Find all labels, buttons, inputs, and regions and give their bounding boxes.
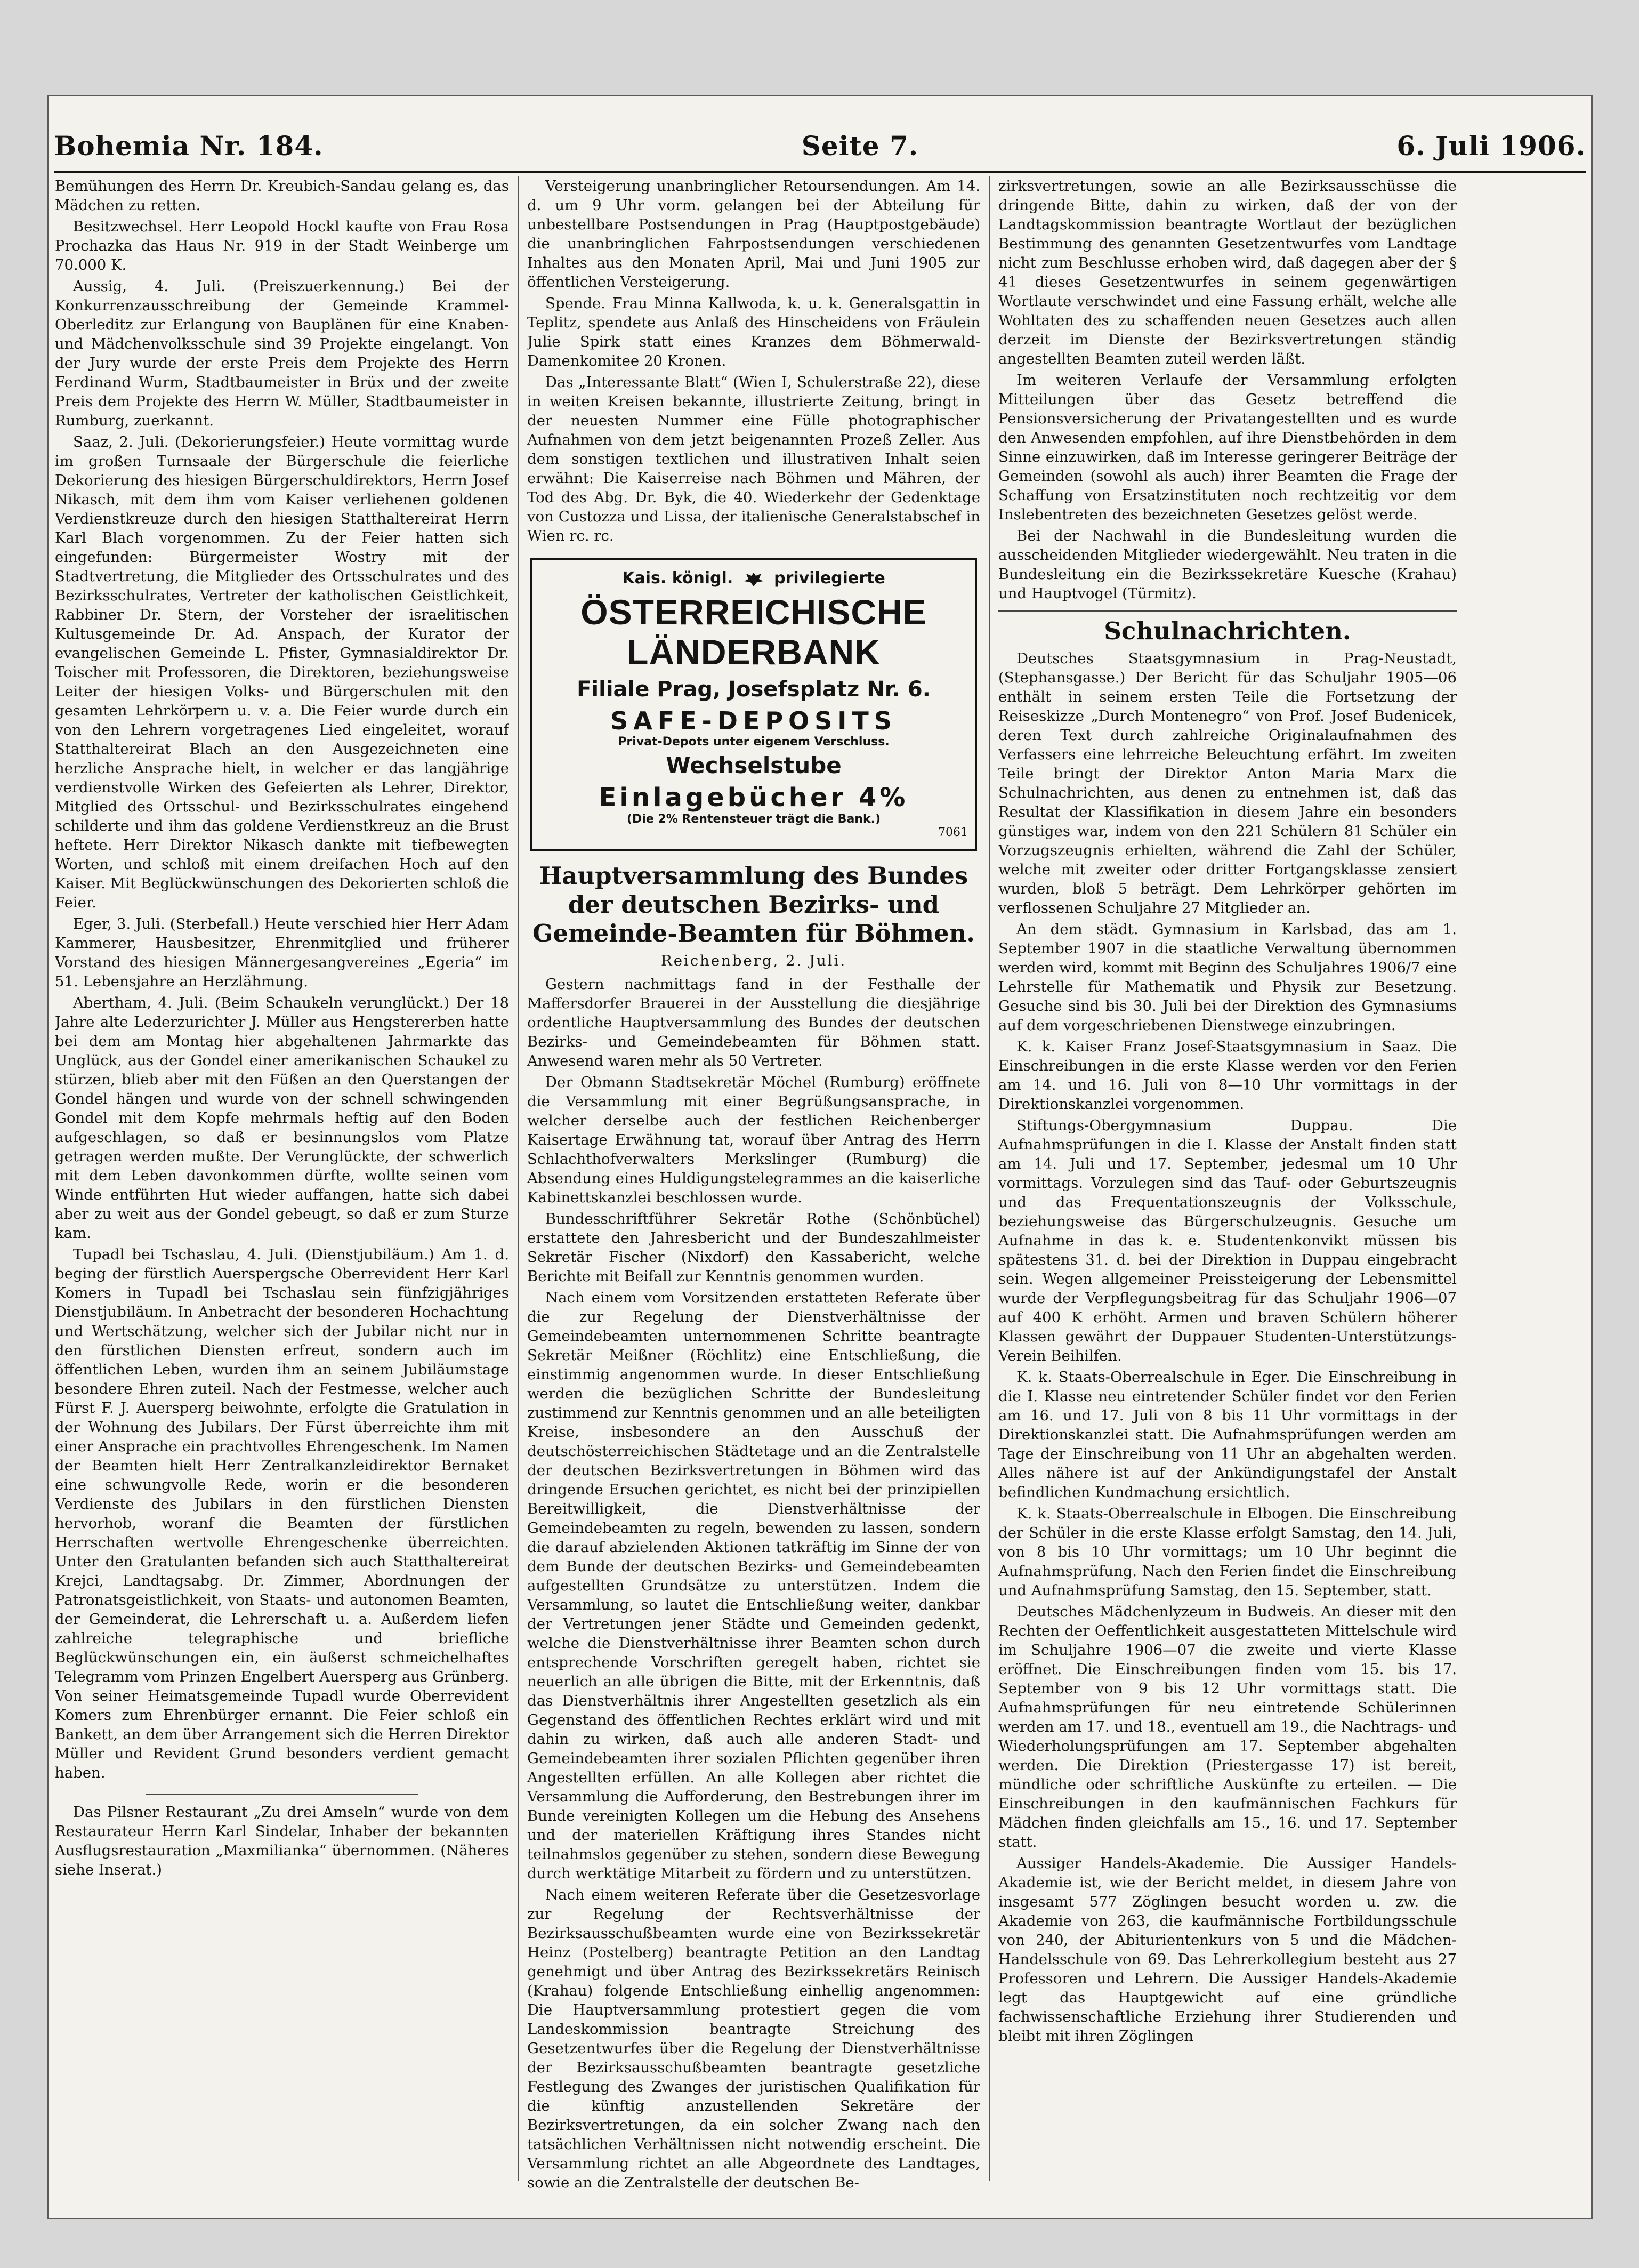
article: Spende. Frau Minna Kallwoda, k. u. k. Generalsgattin in Teplitz, spendete aus Anlaß des Hinscheidens von Fräulein Julie Spirk statt eines Kranzes dem Böhmerwald-Damenkomitee 20 Kronen. bbox=[527, 295, 980, 369]
article: Das „Interessante Blatt“ (Wien I, Schulerstraße 22), diese in weiten Kreisen bekannte, illustrierte Zeitung, bringt in der neuesten Nummer eine Fülle photographischer Aufnahmen von dem jetzt beigenannten Prozeß Zeller. Aus dem sonstigen textlichen und illustrativen Inhalt seien erwähnt: Die Kaiserreise nach Böhmen und Mähren, der Tod des Abg. Dr. Byk, die 40. Wiederkehr der Gedenktage von Custozza und Lissa, der italienische Generalstabschef in Wien rc. rc. bbox=[527, 374, 980, 544]
header-rule bbox=[54, 171, 1586, 173]
article-body: Gestern nachmittags fand in der Festhalle der Maffersdorfer Brauerei in der Ausstellung die diesjährige ordentliche Hauptversammlung des Bundes der deutschen Bezirks- und Gemeindebeamten für Böhmen statt. Anwesend waren mehr als 50 Vertreter. Der Obmann Stadtsekretär Möchel (Rumburg) eröffnete die Versammlung mit einer Begrüßungsansprache, in welcher derselbe auch der festlichen Reichenberger Kaisertage Erwähnung tat, worauf über Antrag des Herrn Schlachthofverwalters Merkslinger (Rumburg) die Absendung eines Huldigungstelegrammes an die kaiserliche Kabinettskanzlei beschlossen wurde. Bundesschriftführer Sekretär Rothe (Schönbüchel) erstattete den Jahresbericht und der Bundeszahlmeister Sekretär Fischer (Nixdorf) den Kassabericht, welche Berichte mit Beifall zur Kenntnis genommen wurden. Nach einem vom Vorsitzenden erstatteten Referate über die zur Regelung der Dienstverhältnisse der Gemeindebeamten unternommenen Schritte beantragte Sekretär Meißner (Röchlitz) eine Entschließung, die einstimmig angenommen wurde. In dieser Entschließung werden die bezüglichen Schritte der Bundesleitung zustimmend zur Kenntnis genommen und an alle beteiligten Kreise, insbesondere an den Ausschuß der deutschösterreichischen Städtetage und an die Zentralstelle der deutschen Bezirksvertretungen in Böhmen wird das dringende Ersuchen gerichtet, es nicht bei der prinzipiellen Bereitwilligkeit, die Dienstverhältnisse der Gemeindebeamten zu regeln, bewenden zu lassen, sondern die darauf abzielenden Aktionen tatkräftig im Sinne der von dem Bunde der deutschen Bezirks- und Gemeindebeamten aufgestellten Grundsätze zu unterstützen. Indem die Versammlung, so lautet die Entschließung weiter, dankbar der Vertretungen jener Städte und Gemeinden gedenkt, welche die Dienstverhältnisse ihrer Beamten schon durch entsprechende Vorschriften geregelt haben, richtet sie neuerlich an alle übrigen die Bitte, mit der Erkenntnis, daß das Dienstverhältnis ihrer Angestellten gesetzlich als ein Gegenstand des öffentlichen Rechtes erklärt wird und mit dahin zu wirken, daß auch alle anderen Stadt- und Gemeindebeamten ihrer sozialen Pflichten gegenüber ihren Angestellten erfüllen. An alle Kollegen aber richtet die Versammlung die Aufforderung, den Bestrebungen ihrer im Bunde vereinigten Kollegen um die Hebung des Ansehens und der materiellen Kräftigung ihres Standes nicht teilnahmslos gegenüber zu stehen, sondern diese Bewegung durch werktätige Mitarbeit zu fördern und zu unterstützen. Nach einem weiteren Referate über die Gesetzesvorlage zur Regelung der Rechtsverhältnisse der Bezirksausschußbeamten wurde eine von Bezirkssekretär Heinz (Postelberg) beantragte Petition an den Landtag genehmigt und über Antrag des Bezirkssekretärs Reinisch (Krahau) folgende Entschließung einhellig angenommen: Die Hauptversammlung protestiert gegen die vom Landeskommission beantragte Streichung des Gesetzentwurfes über die Regelung der Dienstverhältnisse der Bezirksausschußbeamten beantragte gesetzliche Festlegung des Zwanges der juristischen Qualifikation für die künftig anzustellenden Sekretäre der Bezirksvertretungen, da ein solcher Zwang nach den tatsächlichen Verhältnissen nicht notwendig erscheint. Die Versammlung richtet an alle Abgeordnete des Landtages, sowie an die Zentralstelle der deutschen Be- bbox=[527, 975, 980, 2191]
bank-advertisement bbox=[530, 558, 977, 851]
eagle-crest-icon bbox=[743, 570, 764, 588]
newspaper-page bbox=[47, 95, 1593, 2219]
column-rule bbox=[518, 176, 519, 2181]
savings-books: Einlagebücher 4% bbox=[599, 782, 909, 813]
article: Bemühungen des Herrn Dr. Kreubich-Sandau gelang es, das Mädchen zu retten. bbox=[55, 178, 509, 214]
article: Eger, 3. Juli. (Sterbefall.) Heute verschied hier Herr Adam Kammerer, Hausbesitzer, Ehrenmitglied und früherer Vorstand des hiesigen Männergesangvereines „Egeria“ im 51. Lebensjahre an Herzlähmung. bbox=[55, 915, 509, 990]
column-2 bbox=[527, 176, 980, 2202]
safe-deposits: SAFE-DEPOSITS bbox=[610, 706, 897, 736]
article-divider bbox=[146, 1794, 418, 1795]
article: Das Pilsner Restaurant „Zu drei Amseln“ wurde von dem Restaurateur Herrn Karl Sindelar, Inhaber der bekannten Ausflugsrestauration „Maxmilianka“ übernommen. (Näheres siehe Inserat.) bbox=[55, 1804, 509, 1878]
column-1 bbox=[55, 176, 509, 2202]
section-heading: Schulnachrichten. bbox=[1104, 617, 1351, 645]
bank-name: ÖSTERREICHISCHE LÄNDERBANK bbox=[580, 592, 927, 672]
masthead-issue: Bohemia Nr. 184. bbox=[54, 130, 324, 162]
issue-date: 6. Juli 1906. bbox=[1396, 130, 1586, 162]
article: Saaz, 2. Juli. (Dekorierungsfeier.) Heute vormittag wurde im großen Turnsaale der Bürgerschule die feierliche Dekorierung des hiesigen Bürgerschuldirektors, Herrn Josef Nikasch, mit dem ihm vom Kaiser verliehenen goldenen Verdienstkreuze durch den hiesigen Statthaltereirat Herrn Karl Blach vorgenommen. Zu der Feier hatten sich eingefunden: Bürgermeister Wostry mit der Stadtvertretung, die Mitglieder des Ortsschulrates und des Bezirksschulrates, Vertreter der katholischen Geistlichkeit, Rabbiner Dr. Stern, der Vorsteher der israelitischen Kultusgemeinde Dr. Ad. Anspach, der Kurator der evangelischen Gemeinde L. Pfister, Gymnasialdirektor Dr. Toischer mit Professoren, die Direktoren, beziehungsweise Leiter der hiesigen Volks- und Bürgerschulen mit den gesamten Lehrkörpern u. v. a. Die Feier wurde durch ein von den Lehrern vorgetragenes Lied eingeleitet, worauf Statthaltereirat Blach an den Ausgezeichneten eine herzliche Ansprache hielt, in welcher er das langjährige verdienstvolle Wirken des Gefeierten als Lehrer, Direktor, Mitglied des Ortsschul- und Bezirksschulrates eingehend schilderte und ihm das goldene Verdienstkreuz an die Brust heftete. Herr Direktor Nikasch dankte mit tiefbewegten Worten, und schloß mit einem dreifachen Hoch auf den Kaiser. Mit Beglückwünschungen des Dekorierten schloß die Feier. bbox=[55, 433, 509, 911]
private-depots: Privat-Depots unter eigenem Verschluss. bbox=[618, 735, 890, 749]
page-number: Seite 7. bbox=[801, 130, 919, 162]
ad-number: 7061 bbox=[938, 826, 968, 840]
article: Tupadl bei Tschaslau, 4. Juli. (Dienstjubiläum.) Am 1. d. beging der fürstlich Auerspergsche Oberrevident Herr Karl Komers in Tupadl bei Tschaslau sein fünfzigjähriges Dienstjubiläum. In Anbetracht der besonderen Hochachtung und Wertschätzung, welcher sich der Jubilar nicht nur in den fürstlichen Diensten erfreut, sondern auch im öffentlichen Leben, wurden ihm an seinem Jubiläumstage besondere Ehren zuteil. Nach der Festmesse, welcher auch Fürst F. J. Auersperg beiwohnte, erfolgte die Gratulation in der Wohnung des Jubilars. Der Fürst überreichte ihm mit einer Ansprache ein prachtvolles Ehrengeschenk. Im Namen der Beamten hielt Herr Zentralkanzleidirektor Bernaket eine schwungvolle Rede, worin er die besonderen Verdienste des Jubilars in den fürstlichen Diensten hervorhob, woranf die Beamten der fürstlichen Herrschaften wertvolle Ehrengeschenke überreichten. Unter den Gratulanten befanden sich auch Statthaltereirat Krejci, Landtagsabg. Dr. Zimmer, Abordnungen der Patronatsgeistlichkeit, von Staats- und autonomen Beamten, der Gemeinderat, die Lehrerschaft u. a. Außerdem liefen zahlreiche telegraphische und briefliche Beglückwünschungen ein, ein äußerst schmeichelhaftes Telegramm vom Prinzen Engelbert Auersperg aus Grünberg. Von seiner Heimatsgemeinde Tupadl wurde Oberrevident Komers zum Ehrenbürger ernannt. Die Feier schloß ein Bankett, an dem über Arrangement sich die Herren Direktor Müller und Revident Grund besonders verdient gemacht haben. bbox=[55, 1246, 509, 1781]
school-news: Deutsches Staatsgymnasium in Prag-Neustadt, (Stephansgasse.) Der Bericht für das Schuljahr 1905—06 enthält in seinem ersten Teile die Fortsetzung der Reiseskizze „Durch Montenegro“ von Prof. Josef Budenicek, deren Text durch zahlreiche Originalaufnahmen des Verfassers eine lehrreiche Beleuchtung erfährt. Im zweiten Teile bringt der Direktor Anton Maria Marx die Schulnachrichten, aus denen zu entnehmen ist, daß das Resultat der Klassifikation in diesem Jahre ein besonders günstiges war, indem von den 221 Schülern 81 Schüler ein Vorzugszeugnis erhielten, während die Zahl der Schüler, welche mit zweiter oder dritter Fortgangsklasse zensiert wurden, bloß 5 beträgt. Dem Lehrkörper gehörten im verflossenen Schuljahre 27 Mitglieder an. An dem städt. Gymnasium in Karlsbad, das am 1. September 1907 in die staatliche Verwaltung übernommen werden wird, kommt mit Beginn des Schuljahres 1906/7 eine Lehrstelle für Mathematik und Physik zur Besetzung. Gesuche sind bis 30. Juli bei der Direktion des Gymnasiums auf dem vorgeschriebenen Dienstwege einzubringen. K. k. Kaiser Franz Josef-Staatsgymnasium in Saaz. Die Einschreibungen in die erste Klasse werden vor den Ferien am 14. und 16. Juli von 8—10 Uhr vormittags in der Direktionskanzlei vorgenommen. Stiftungs-Obergymnasium Duppau. Die Aufnahmsprüfungen in die I. Klasse der Anstalt finden statt am 14. Juli und 17. September, jedesmal um 10 Uhr vormittags. Vorzulegen sind das Tauf- oder Geburtszeugnis und das Frequentationszeugnis der Volksschule, beziehungsweise das Bürgerschulzeugnis. Gesuche um Aufnahme in das k. e. Studentenkonvikt müssen bis spätestens 31. d. bei der Direktion in Duppau eingebracht sein. Wegen allgemeiner Preissteigerung der Lebensmittel wurde der Verpflegungsbeitrag für das Schuljahr 1906—07 auf 400 K erhöht. Armen und braven Schülern höherer Klassen gewährt der Duppauer Studenten-Unterstützungs-Verein Beihilfen. K. k. Staats-Oberrealschule in Eger. Die Einschreibung in die I. Klasse neu eintretender Schüler findet vor den Ferien am 16. und 17. Juli von 8 bis 11 Uhr vormittags in der Direktionskanzlei statt. Die Aufnahmsprüfungen werden am Tage der Einschreibung von 11 Uhr an abgehalten werden. Alles nähere ist auf der Ankündigungstafel der Anstalt befindlichen Kundmachung ersichtlich. K. k. Staats-Oberrealschule in Elbogen. Die Einschreibung der Schüler in die erste Klasse erfolgt Samstag, den 14. Juli, von 8 bis 10 Uhr vormittags; um 10 Uhr beginnt die Aufnahmsprüfung. Nach den Ferien findet die Einschreibung und Aufnahmsprüfung Samstag, den 15. September, statt. Deutsches Mädchenlyzeum in Budweis. An dieser mit den Rechten der Oeffentlichkeit ausgestatteten Mittelschule wird im Schuljahre 1906—07 die zweite und vierte Klasse eröffnet. Die Einschreibungen finden vom 15. bis 17. September von 9 bis 12 Uhr vormittags statt. Die Aufnahmsprüfungen für neu eintretende Schülerinnen werden am 17. und 18., eventuell am 19., die Nachtrags- und Wiederholungsprüfungen am 17. September abgehalten werden. Die Direktion (Priestergasse 17) ist bereit, mündliche oder schriftliche Auskünfte zu erteilen. — Die Einschreibungen in den kaufmännischen Fachkurs für Mädchen finden gleichfalls am 15., 16. und 17. September statt. Aussiger Handels-Akademie. Die Aussiger Handels-Akademie ist, wie der Bericht meldet, in diesem Jahre von insgesamt 577 Zöglingen besucht worden u. zw. die Akademie von 263, die kaufmännische Fortbildungsschule von 240, der Abiturientenkurs von 5 und die Mädchen-Handelsschule von 69. Das Lehrerkollegium besteht aus 27 Professoren und Lehrern. Die Aussiger Handels-Akademie legt das Hauptgewicht auf eine gründliche fachwissenschaftliche Erziehung ihrer Studierenden und bleibt mit ihren Zöglingen bbox=[998, 650, 1457, 2045]
bank-branch: Filiale Prag, Josefsplatz Nr. 6. bbox=[577, 677, 931, 702]
article: Aussig, 4. Juli. (Preiszuerkennung.) Bei der Konkurrenzausschreibung der Gemeinde Krammel-Oberleditz zur Erlangung von Bauplänen für eine Knaben- und Mädchenvolksschule sind 39 Projekte eingelangt. Von der Jury wurde der erste Preis dem Projekte des Herrn Ferdinand Wurm, Stadtbaumeister in Brüx und der zweite Preis dem Projekte des Herrn W. Müller, Stadtbaumeister in Rumburg, zuerkannt. bbox=[55, 278, 509, 429]
article-dateline: Reichenberg, 2. Juli. bbox=[660, 952, 847, 969]
column-rule bbox=[989, 176, 990, 2181]
article-continuation: zirksvertretungen, sowie an alle Bezirksausschüsse die dringende Bitte, dahin zu wirken, daß der von der Landtagskommission beantragte Wortlaut der bezüglichen Bestimmung des genannten Gesetzentwurfes vom Landtage nicht zum Beschlusse erhoben wird, daß dagegen aber der § 41 dieses Gesetzentwurfes in seinem gegenwärtigen Wortlaute verschwindet und eine Fassung erhält, welche alle Wohltaten des zu schaffenden neuen Gesetzes auch allen derzeit im Dienste der Bezirksvertretungen ständig angestellten Beamten zuteil werden läßt. Im weiteren Verlaufe der Versammlung erfolgten Mitteilungen über das Gesetz betreffend die Pensionsversicherung der Privatangestellten und es wurde den Anwesenden empfohlen, auf ihre Dienstbehörden in dem Sinne einzuwirken, daß im Interesse geringerer Beiträge der Gemeinden (sowohl als auch) ihrer Beamten die Frage der Schaffung von Ersatzinstituten noch rechtzeitig vor dem Inslebentreten des bezeichneten Gesetzes gelöst werde. Bei der Nachwahl in die Bundesleitung wurden die ausscheidenden Mitglieder wiedergewählt. Neu traten in die Bundesleitung ein die Bezirkssekretäre Kuesche (Krahau) und Hauptvogel (Türmitz). bbox=[998, 178, 1457, 602]
article: Abertham, 4. Juli. (Beim Schaukeln verunglückt.) Der 18 Jahre alte Lederzurichter J. Müller aus Hengstererben hatte bei dem am Montag hier abgehaltenen Jahrmarkte das Unglück, aus der Gondel einer amerikanischen Schaukel zu stürzen, blieb aber mit den Füßen an den Querstangen der Gondel hängen und wurde von der schnell schwingenden Gondel mit dem Kopfe mehrmals heftig auf den Boden aufgeschlagen, so daß er besinnungslos vom Platze getragen werden mußte. Der Verunglückte, der schwerlich mit dem Leben davonkommen dürfte, wollte seinen vom Winde entführten Hut wieder auffangen, hatte sich dabei aber zu weit aus der Gondel gebeugt, so daß er zum Sturze kam. bbox=[55, 994, 509, 1242]
article: Versteigerung unanbringlicher Retoursendungen. Am 14. d. um 9 Uhr vorm. gelangen bei der Abteilung für unbestellbare Postsendungen in Prag (Hauptpostgebäude) die unanbringlichen Fahrpostsendungen verschiedenen Inhaltes aus den Monaten April, Mai und Juni 1905 zur öffentlichen Versteigerung. bbox=[527, 178, 980, 291]
column-3 bbox=[998, 176, 1457, 2202]
tax-note: (Die 2% Rentensteuer trägt die Bank.) bbox=[626, 812, 881, 826]
page-header bbox=[54, 124, 1586, 167]
section-divider bbox=[998, 610, 1457, 612]
article-headline: Hauptversammlung des Bundes der deutschen Bezirks- und Gemeinde-Beamten für Böhmen. bbox=[532, 861, 975, 947]
exchange-office: Wechselstube bbox=[666, 752, 842, 779]
article: Besitzwechsel. Herr Leopold Hockl kaufte von Frau Rosa Prochazka das Haus Nr. 919 in der Stadt Weinberge um 70.000 K. bbox=[55, 218, 509, 274]
ad-line-1: Kais. königl. privilegierte bbox=[622, 569, 885, 588]
